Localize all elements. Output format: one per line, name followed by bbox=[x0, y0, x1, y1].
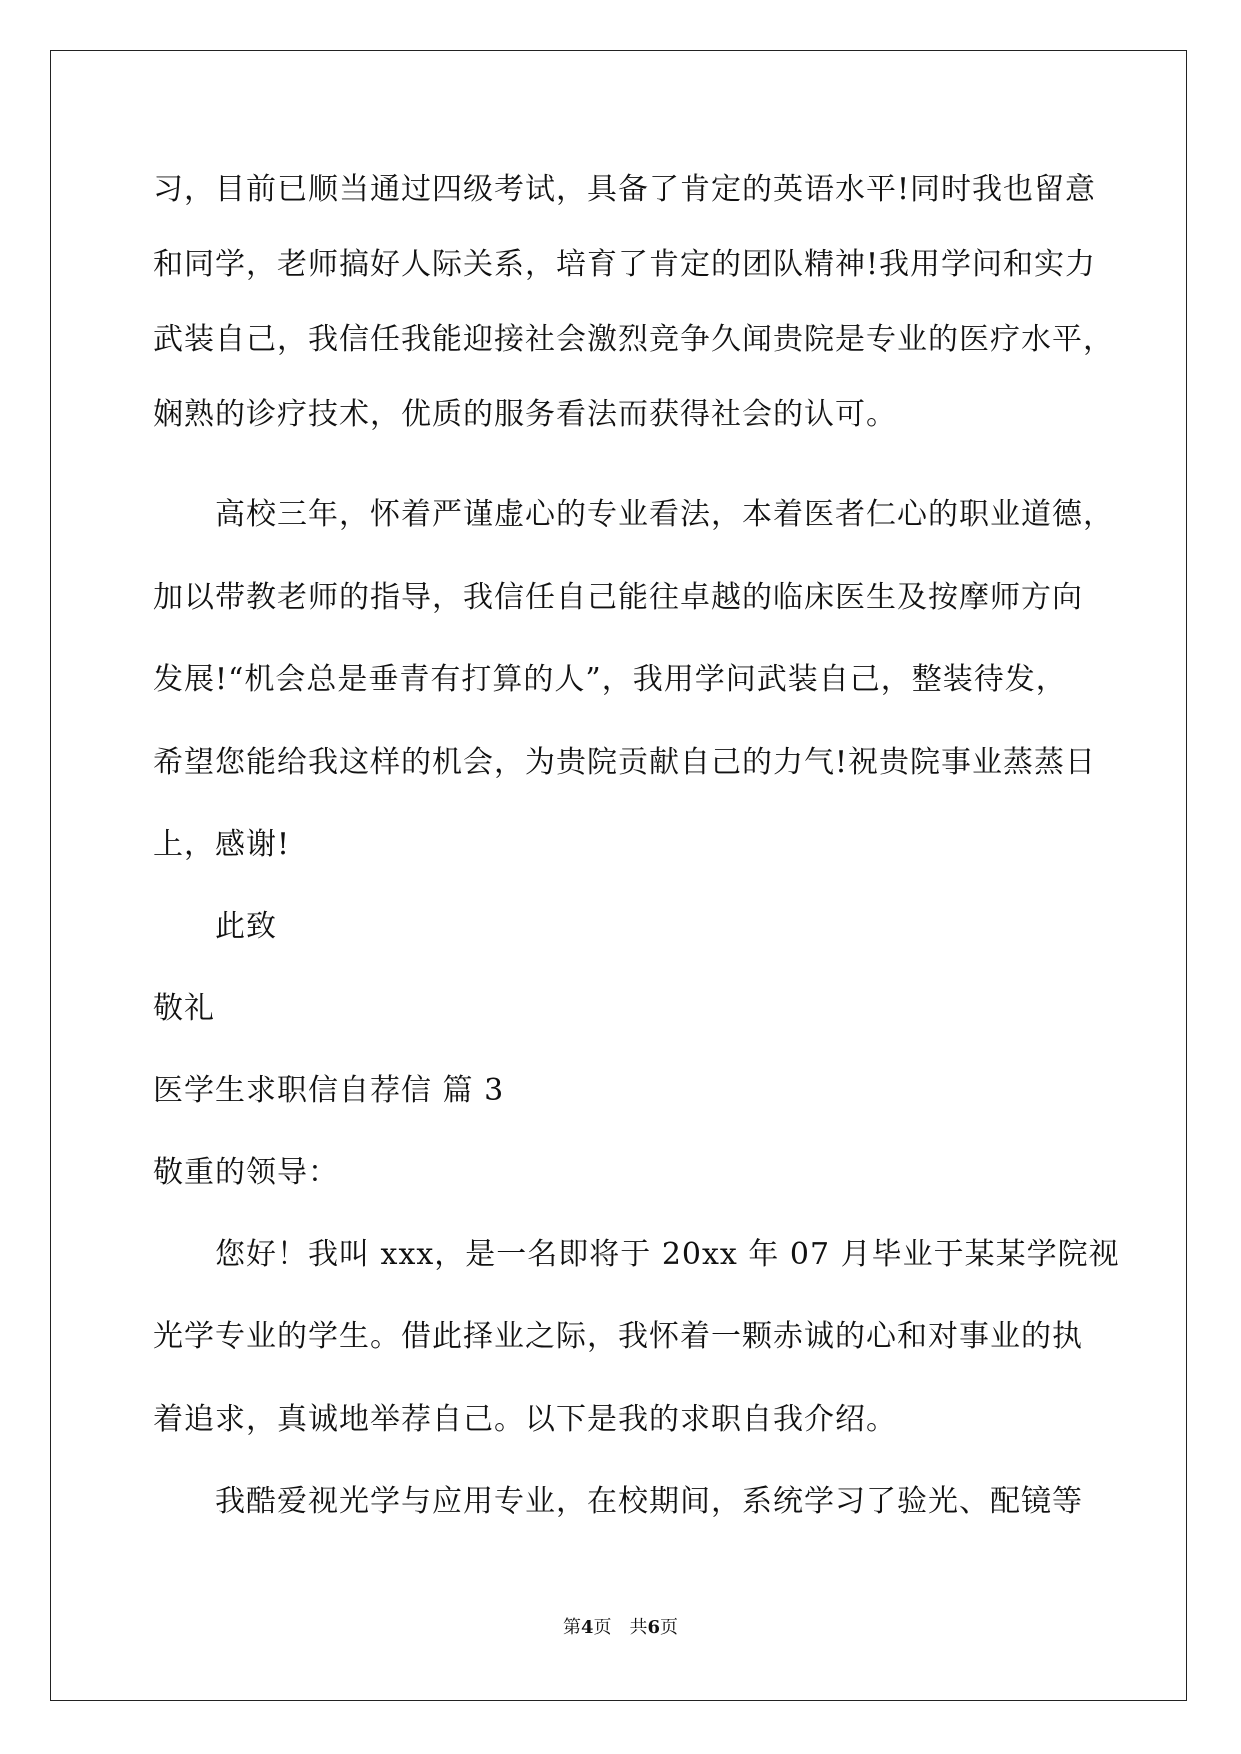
text-line-9: 上，感谢! bbox=[153, 827, 291, 862]
text-line-2: 和同学，老师搞好人际关系，培育了肯定的团队精神!我用学问和实力 bbox=[153, 247, 1097, 282]
text-line-7: 发展!“机会总是垂青有打算的人”，我用学问武装自己，整装待发， bbox=[153, 662, 1067, 697]
text-line-6: 加以带教老师的指导，我信任自己能往卓越的临床医生及按摩师方向 bbox=[153, 580, 1083, 615]
text-line-5: 高校三年，怀着严谨虚心的专业看法，本着医者仁心的职业道德， bbox=[215, 497, 1114, 532]
closing-salutation: 此致 bbox=[215, 909, 277, 944]
section-heading: 医学生求职信自荐信 篇 3 bbox=[153, 1073, 505, 1108]
footer-middle: 页 共 bbox=[593, 1617, 648, 1638]
footer-total-pages: 6 bbox=[647, 1617, 661, 1638]
page-number-footer bbox=[0, 1617, 1241, 1639]
closing-regards: 敬礼 bbox=[153, 991, 215, 1026]
page-border bbox=[50, 50, 1187, 1701]
text-line-1: 习，目前已顺当通过四级考试，具备了肯定的英语水平!同时我也留意 bbox=[153, 172, 1097, 207]
footer-suffix: 页 bbox=[660, 1617, 679, 1638]
text-line-17: 我酷爱视光学与应用专业，在校期间，系统学习了验光、配镜等 bbox=[215, 1484, 1083, 1519]
letter-greeting: 敬重的领导： bbox=[153, 1155, 339, 1190]
text-line-15: 光学专业的学生。借此择业之际，我怀着一颗赤诚的心和对事业的执 bbox=[153, 1319, 1083, 1354]
text-line-8: 希望您能给我这样的机会，为贵院贡献自己的力气!祝贵院事业蒸蒸日 bbox=[153, 745, 1097, 780]
footer-current-page: 4 bbox=[580, 1617, 594, 1638]
text-line-14: 您好！我叫 xxx，是一名即将于 20xx 年 07 月毕业于某某学院视 bbox=[215, 1237, 1120, 1272]
text-line-3: 武装自己，我信任我能迎接社会激烈竞争久闻贵院是专业的医疗水平， bbox=[153, 322, 1114, 357]
text-line-16: 着追求，真诚地举荐自己。以下是我的求职自我介绍。 bbox=[153, 1402, 897, 1437]
text-line-4: 娴熟的诊疗技术，优质的服务看法而获得社会的认可。 bbox=[153, 397, 897, 432]
footer-prefix: 第 bbox=[562, 1617, 581, 1638]
